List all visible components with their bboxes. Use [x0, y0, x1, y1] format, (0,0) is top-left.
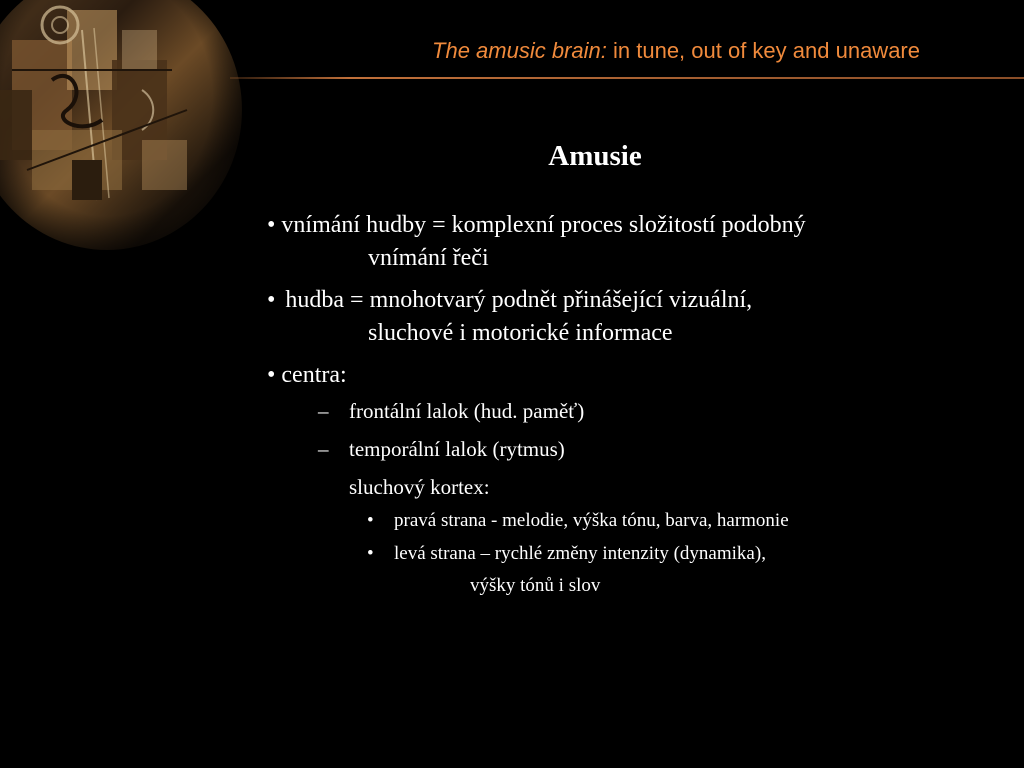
- bullet-1-line-2: vnímání řeči: [368, 245, 489, 271]
- subsub-bullet-1: pravá strana - melodie, výška tónu, barva, harmonie: [394, 510, 789, 531]
- sub-bullet-2: temporální lalok (rytmus): [349, 437, 565, 461]
- sub-bullet-1: frontální lalok (hud. paměť): [349, 399, 585, 423]
- bullet-marker: •: [267, 362, 276, 388]
- violin-painting-image: [0, 0, 242, 250]
- bullet-1-line-1: vnímání hudby = komplexní proces složitostí podobný: [281, 212, 806, 238]
- sub-bullet-marker-2: –: [318, 437, 329, 461]
- bullet-2-line-2: sluchové i motorické informace: [368, 320, 673, 346]
- header-title-rest: in tune, out of key and unaware: [606, 38, 920, 63]
- slide-title: Amusie: [548, 140, 642, 172]
- bullet-marker: •: [267, 212, 276, 238]
- subsub-bullet-2: levá strana – rychlé změny intenzity (dynamika),: [394, 543, 766, 564]
- bullet-1: [267, 210, 806, 240]
- header-title: [240, 38, 920, 64]
- bullet-3-line-1: centra:: [281, 362, 347, 388]
- sub-bullet-marker-1: –: [318, 399, 329, 423]
- subsub-bullet-marker-1: •: [367, 510, 374, 531]
- subsub-bullet-2-line-2: výšky tónů i slov: [470, 575, 601, 596]
- subsub-bullet-marker-2: •: [367, 543, 374, 564]
- bullet-2: [267, 285, 752, 315]
- header-title-italic: The amusic brain:: [432, 38, 607, 63]
- sub-bullet-2-continuation: sluchový kortex:: [349, 475, 490, 499]
- bullet-3: [267, 360, 347, 390]
- header-divider: [230, 77, 1024, 79]
- violin-painting-graphic: [0, 0, 242, 250]
- bullet-marker: •: [267, 287, 276, 313]
- bullet-2-line-1: hudba = mnohotvarý podnět přinášející vizuální,: [285, 287, 753, 313]
